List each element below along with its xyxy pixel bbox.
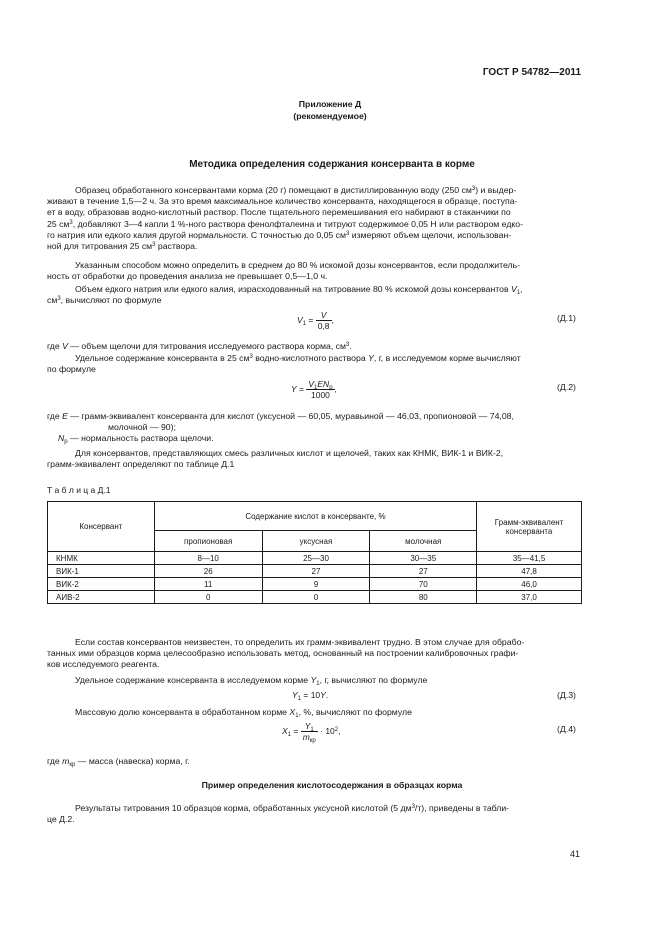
formula-d4-number: (Д.4) [557, 724, 576, 734]
table-cell: 0 [262, 591, 370, 604]
formula-d4: $X_1$ = $\frac{Y_1}{m_{кр}}$ · $10^2$, [282, 721, 341, 744]
table-cell: 11 [154, 578, 262, 591]
formula-d3: $Y_1 = 10Y$. [292, 690, 329, 702]
table-cell: ВИК-1 [48, 565, 155, 578]
paragraph-1: Образец обработанного консервантами корма (20 г) помещают в дистиллированную воду (250 $см^3$) и выдер- живают в течение 1,5—2 ч. За это время максимальное количество консерванта, находящегося в образце, поступа- ет в воду, образовав водно-кислотный раствор. После тщательного перемешивания его набирают в стаканчики по 25 $см^3$, добавляют 3—4 капли 1 %-ного раствора фенолфталеина и титруют содержимое 0,05 Н или раствором едко- го натрия или едкого калия другой нормальности. С точностью до 0,05 $см^3$ измеряют объем щелочи, использован- ной для титрования 25 $см^3$ раствора. [47, 185, 524, 252]
table-subhead: молочная [370, 531, 477, 552]
paragraph-8: Массовую долю консерванта в обработанном корме $X_1$, %, вычисляют по формуле [75, 707, 412, 719]
table-cell: КНМК [48, 552, 155, 565]
formula-d3-number: (Д.3) [557, 690, 576, 700]
table-cell: 25—30 [262, 552, 370, 565]
page-number: 41 [570, 849, 581, 859]
formula-d1-number: (Д.1) [557, 313, 576, 323]
table-cell: 0 [154, 591, 262, 604]
table-cell: 8—10 [154, 552, 262, 565]
table-row [48, 552, 582, 565]
table-cell: 47,8 [477, 565, 582, 578]
table-subhead: уксусная [262, 531, 370, 552]
table-cell: 37,0 [477, 591, 582, 604]
table-cell: 26 [154, 565, 262, 578]
paragraph-5: Для консервантов, представляющих смесь различных кислот и щелочей, таких как КНМК, ВИК-1 и ВИК-2, грамм-эквивалент определяют по таблице Д.1 [47, 448, 504, 470]
table-cell: 27 [262, 565, 370, 578]
table-row [48, 578, 582, 591]
table-cell: 9 [262, 578, 370, 591]
table-cell: 70 [370, 578, 477, 591]
paragraph-4: Удельное содержание консерванта в 25 $см^3$ водно-кислотного раствора Y, г, в исследуемом корме вычисляют по формуле [47, 353, 521, 375]
table-head-preservative: Консервант [48, 502, 155, 552]
where-e: где E — грамм-эквивалент консерванта для кислот (уксусной — 60,05, муравьиной — 46,03, пропионовой — 74,08, молочной — 90); $N_р$ — нормальность раствора щелочи. [47, 411, 514, 446]
paragraph-6: Если состав консервантов неизвестен, то определить их грамм-эквивалент трудно. В этом случае для обрабо- танных ими образцов корма целесообразно использовать метод, основанный на построении калибровочных графи- ков исследуемого реагента. [47, 637, 525, 670]
table-subhead: пропионовая [154, 531, 262, 552]
table-head-gram-equivalent: Грамм-эквивалент консерванта [477, 502, 582, 552]
appendix-title: Приложение Д [298, 99, 362, 109]
table-caption: Т а б л и ц а Д.1 [47, 485, 111, 495]
example-title: Пример определения кислотосодержания в образцах корма [201, 780, 463, 790]
table-cell: 80 [370, 591, 477, 604]
where-m: где $m_{кр}$ — масса (навеска) корма, г. [47, 756, 190, 768]
section-title: Методика определения содержания консерванта в корме [189, 159, 475, 170]
paragraph-7: Удельное содержание консерванта в исследуемом корме $Y_1$, г, вычисляют по формуле [75, 675, 428, 687]
where-v: где V — объем щелочи для титрования исследуемого раствора корма, $см^3$. [47, 341, 352, 351]
standard-number: ГОСТ Р 54782—2011 [482, 67, 581, 78]
formula-d2-number: (Д.2) [557, 382, 576, 392]
table-cell: 35—41,5 [477, 552, 582, 565]
table-row [48, 591, 582, 604]
paragraph-2: Указанным способом можно определить в среднем до 80 % искомой дозы консервантов, если продолжитель- ность от обработки до проведения анализа не превышает 0,5—1,0 ч. [47, 260, 521, 282]
table-cell: 27 [370, 565, 477, 578]
table-d1 [47, 501, 582, 604]
formula-d2: Y = $\frac{V_1EN_р}{1000}$ , [291, 379, 337, 400]
table-cell: 30—35 [370, 552, 477, 565]
table-head-acid-content: Содержание кислот в консерванте, % [154, 502, 476, 531]
table-row [48, 565, 582, 578]
table-cell: 46,0 [477, 578, 582, 591]
paragraph-9: Результаты титрования 10 образцов корма, обработанных уксусной кислотой (5 $дм^3/т$), приведены в табли- це Д.2. [47, 803, 510, 825]
appendix-subtitle: (рекомендуемое) [293, 111, 367, 121]
table-cell: ВИК-2 [48, 578, 155, 591]
formula-d1: $V_1$ = $\frac{V}{0,8}$ , [297, 310, 334, 331]
table-cell: АИВ-2 [48, 591, 155, 604]
paragraph-3: Объем едкого натрия или едкого калия, израсходованный на титрование 80 % искомой дозы консервантов $V_1$, $см^3$, вычисляют по формуле [47, 284, 523, 306]
